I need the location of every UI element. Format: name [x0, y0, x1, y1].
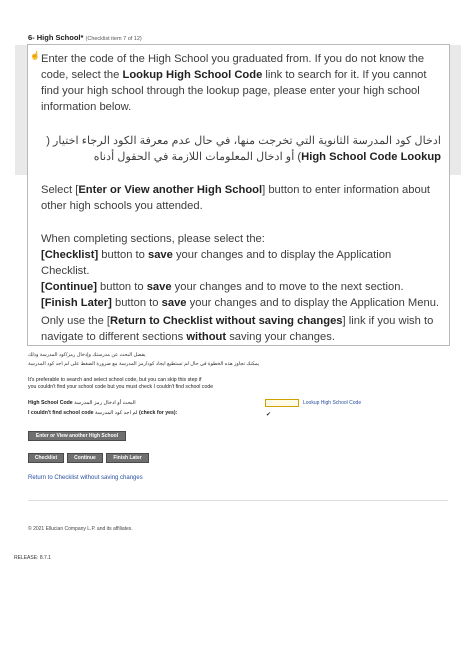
continue-button[interactable]: Continue — [67, 453, 103, 463]
right-panel-edge — [449, 45, 461, 175]
note-english-2: you couldn't find your school code but you must check I couldn't find school code — [28, 384, 214, 390]
info-paragraph-arabic: ادخال كود المدرسة الثانوية التي تخرجت منها، في حال عدم معرفة الكود الرجاء اختيار ( Lookup High School Code) أو ادخال المعلومات اللازمة في الحقول أدناه — [46, 135, 441, 163]
left-panel-edge — [15, 45, 27, 175]
copyright-text: © 2021 Ellucian Company L.P. and its affiliates. — [28, 526, 133, 532]
not-found-label: I couldn't find school code لم اجد كود المدرسة (check for yes): — [28, 410, 178, 416]
info-paragraph-enter-view: Select [Enter or View another High School] button to enter information about other high schools you attended. — [41, 184, 431, 212]
info-paragraph-buttons: When completing sections, please select the: [Checklist] button to save your changes and to display the Application Checklist. [Continue] button to save your changes and to move to the next section. [Finish Later] button to save your changes and to display the Application Menu. — [41, 233, 440, 309]
lookup-high-school-link[interactable]: Lookup High School Code — [303, 400, 362, 406]
enter-view-high-school-button[interactable]: Enter or View another High School — [28, 431, 126, 441]
section-title — [28, 33, 142, 42]
finish-later-button[interactable]: Finish Later — [106, 453, 149, 463]
top-link[interactable] — [17, 0, 32, 1]
info-icon: ☝ — [30, 51, 40, 60]
lookup-emphasis: Lookup High School Code — [122, 69, 263, 81]
note-english-1: It's preferable to search and select school code, but you can skip this step if — [28, 377, 202, 383]
note-arabic-1: يفضل البحث عن مدرستك وإدخال رمز/كود المدرسة وذلك — [28, 352, 146, 358]
section-subtitle: (Checklist item 7 of 12) — [85, 36, 142, 42]
checklist-button[interactable]: Checklist — [28, 453, 64, 463]
info-paragraph-code: Enter the code of the High School you graduated from. If you do not know the code, select the Lookup High School Code link to search for it. If you cannot find your high school through the lookup page, please enter your high school information below. — [41, 53, 427, 113]
info-paragraph-return: Only use the [Return to Checklist without saving changes] link if you wish to navigate to different sections without saving your changes. — [41, 315, 434, 343]
return-to-checklist-link[interactable]: Return to Checklist without saving changes — [28, 475, 143, 481]
hs-code-label: High School Code البحث أو ادخال رمز المدرسة — [28, 400, 136, 406]
note-arabic-2: يمكنك تجاوز هذه الخطوة في حال لم تستطيع ايجاد كود/رمز المدرسة مع ضرورة الضغط على لم اجد كود المدرسة — [28, 361, 260, 367]
section-title-text: 6- High School* — [28, 33, 84, 42]
not-found-checkbox[interactable]: ✔ — [266, 412, 272, 418]
hs-code-input[interactable] — [265, 399, 299, 407]
release-text: RELEASE: 8.7.1 — [14, 555, 51, 561]
footer-divider — [28, 500, 448, 501]
